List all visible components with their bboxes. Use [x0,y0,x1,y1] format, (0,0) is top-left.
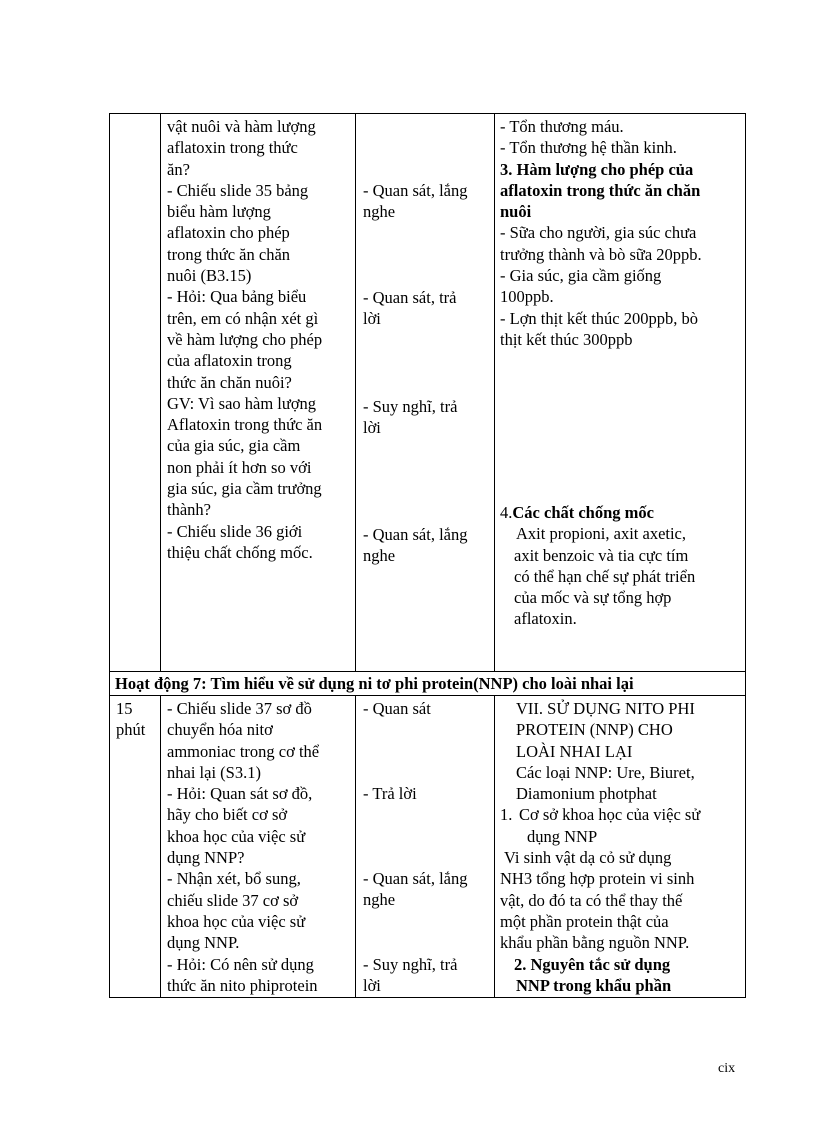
content-line: vật, do đó ta có thể thay thế [500,890,683,910]
student-line: nghe [363,546,396,566]
activity-line: non phải ít hơn so với [167,457,312,477]
content-line: - Lợn thịt kết thúc 200ppb, bò [500,308,698,328]
student-line: - Suy nghĩ, trả [363,397,458,416]
upper-teacher-activities [167,116,322,563]
student-line: - Quan sát, lắng [363,181,468,200]
content-line: thịt kết thúc 300ppb [500,329,633,349]
activity-line: của gia súc, gia cầm [167,436,301,456]
col-divider-1-lower [160,695,161,997]
section-number: 1. [500,805,513,825]
activity-line: thức ăn chăn nuôi? [167,372,292,392]
content-line: có thể hạn chế sự phát triển [514,566,696,586]
activity-line: thành? [167,500,211,520]
lower-student-activity-1 [363,698,431,719]
activity-line: khoa học của việc sử [167,826,306,846]
activity-line: khoa học của việc sử [167,911,306,931]
activity-line: chiếu slide 37 cơ sở [167,890,299,910]
table-right-border [745,113,746,998]
upper-content-section-4 [500,502,695,630]
section-heading: VII. SỬ DỤNG NITO PHI [516,699,695,718]
col-divider-1-upper [160,113,161,671]
section-heading: NNP trong khẩu phần [516,975,672,995]
activity-line: vật nuôi và hàm lượng [167,117,316,136]
content-line: trưởng thành và bò sữa 20ppb. [500,244,702,264]
student-line: - Quan sát, trả [363,288,457,307]
activity-line: ăn? [167,159,190,179]
student-line: - Quan sát [363,699,431,718]
activity-line: - Hỏi: Quan sát sơ đồ, [167,784,313,804]
lower-teacher-activities [167,698,319,996]
time-cell [116,698,145,741]
lesson-table [109,113,746,998]
content-line: NH3 tổng hợp protein vi sinh [500,869,695,889]
table-left-border [109,113,110,998]
activity-line: aflatoxin trong thức [167,138,298,158]
section-heading: LOÀI NHAI LẠI [516,741,633,761]
student-line: - Quan sát, lắng [363,525,468,544]
activity-line: biểu hàm lượng [167,202,271,222]
time-unit: phút [116,720,146,740]
activity-line: thiệu chất chống mốc. [167,542,313,562]
table-top-border [109,113,746,114]
table-bottom-border [109,997,746,998]
col-divider-3-lower [494,695,495,997]
activity-line: nhai lại (S3.1) [167,762,261,782]
content-line: khẩu phần bằng nguồn NNP. [500,933,690,953]
student-line: lời [363,418,381,438]
activity-line: - Chiếu slide 36 giới [167,521,303,541]
col-divider-3-upper [494,113,495,671]
content-line: Vi sinh vật dạ cỏ sử dụng [504,848,672,868]
section-title: Các chất chống mốc [512,503,654,522]
section-heading: 2. Nguyên tắc sử dụng [514,954,671,974]
student-line: nghe [363,890,396,910]
section-title: Cơ sở khoa học của việc sử [519,805,701,825]
content-line: - Gia súc, gia cầm giống [500,266,662,286]
lower-student-activity-3 [363,868,467,911]
activity-line: thức ăn nito phiprotein [167,975,318,995]
page-number: cix [718,1061,736,1076]
section-title: dụng NNP [527,826,598,846]
content-line: - Tổn thương hệ thần kinh. [500,138,677,158]
activity-line: - Chiếu slide 37 sơ đồ [167,699,312,718]
activity-line: trên, em có nhận xét gì [167,308,319,328]
row-divider-1 [109,671,746,672]
content-line: Axit propioni, axit axetic, [516,524,687,544]
upper-student-activity-3 [363,396,457,439]
upper-content [500,116,702,350]
activity-line: hãy cho biết cơ sở [167,805,288,825]
content-line: - Sữa cho người, gia súc chưa [500,223,697,243]
content-line: aflatoxin. [514,609,577,629]
activity-line: dụng NNP? [167,848,245,868]
activity-line: chuyển hóa nitơ [167,720,273,740]
row-divider-2 [109,695,746,696]
content-line: một phần protein thật của [500,911,669,931]
student-line: lời [363,976,381,996]
activity-line: Aflatoxin trong thức ăn [167,415,323,435]
content-line: của mốc và sự tổng hợp [514,588,672,608]
activity-line: về hàm lượng cho phép [167,329,323,349]
activity-line: - Hỏi: Có nên sử dụng [167,954,314,974]
time-value: 15 [116,699,133,718]
student-line: - Quan sát, lắng [363,869,468,888]
section-heading: nuôi [500,202,532,222]
section-heading [500,502,695,523]
upper-student-activity-2 [363,287,456,330]
activity-line: - Chiếu slide 35 bảng [167,180,309,200]
activity-line: - Nhận xét, bổ sung, [167,869,301,889]
content-line: Diamonium photphat [516,784,657,804]
student-line: lời [363,309,381,329]
activity-line: aflatoxin cho phép [167,223,290,243]
activity-line: gia súc, gia cầm trưởng [167,479,322,499]
section-heading: aflatoxin trong thức ăn chăn [500,180,701,200]
lower-student-activity-4 [363,954,457,997]
content-line: 100ppb. [500,287,554,307]
lower-student-activity-2 [363,783,417,804]
col-divider-2-lower [355,695,356,997]
upper-student-activity-1 [363,180,467,223]
content-line: axit benzoic và tia cực tím [514,545,689,565]
subsection-heading [500,804,700,825]
content-line: Các loại NNP: Ure, Biuret, [516,762,695,782]
content-line: - Tổn thương máu. [500,117,624,136]
col-divider-2-upper [355,113,356,671]
activity-line: của aflatoxin trong [167,351,292,371]
lower-content [500,698,700,996]
section-heading: PROTEIN (NNP) CHO [516,720,673,740]
activity-line: nuôi (B3.15) [167,266,252,286]
activity-line: - Hỏi: Qua bảng biểu [167,287,307,307]
section-heading: 3. Hàm lượng cho phép của [500,159,694,179]
activity-line: GV: Vì sao hàm lượng [167,393,317,413]
section-number: 4. [500,503,513,522]
student-line: - Suy nghĩ, trả [363,955,458,974]
activity-heading: Hoạt động 7: Tìm hiểu về sử dụng ni tơ phi protein(NNP) cho loài nhai lại [115,674,634,693]
activity-line: dụng NNP. [167,933,240,953]
activity-line: trong thức ăn chăn [167,244,291,264]
activity-line: ammoniac trong cơ thể [167,741,320,761]
student-line: - Trả lời [363,784,417,803]
student-line: nghe [363,202,396,222]
upper-student-activity-4 [363,524,467,567]
